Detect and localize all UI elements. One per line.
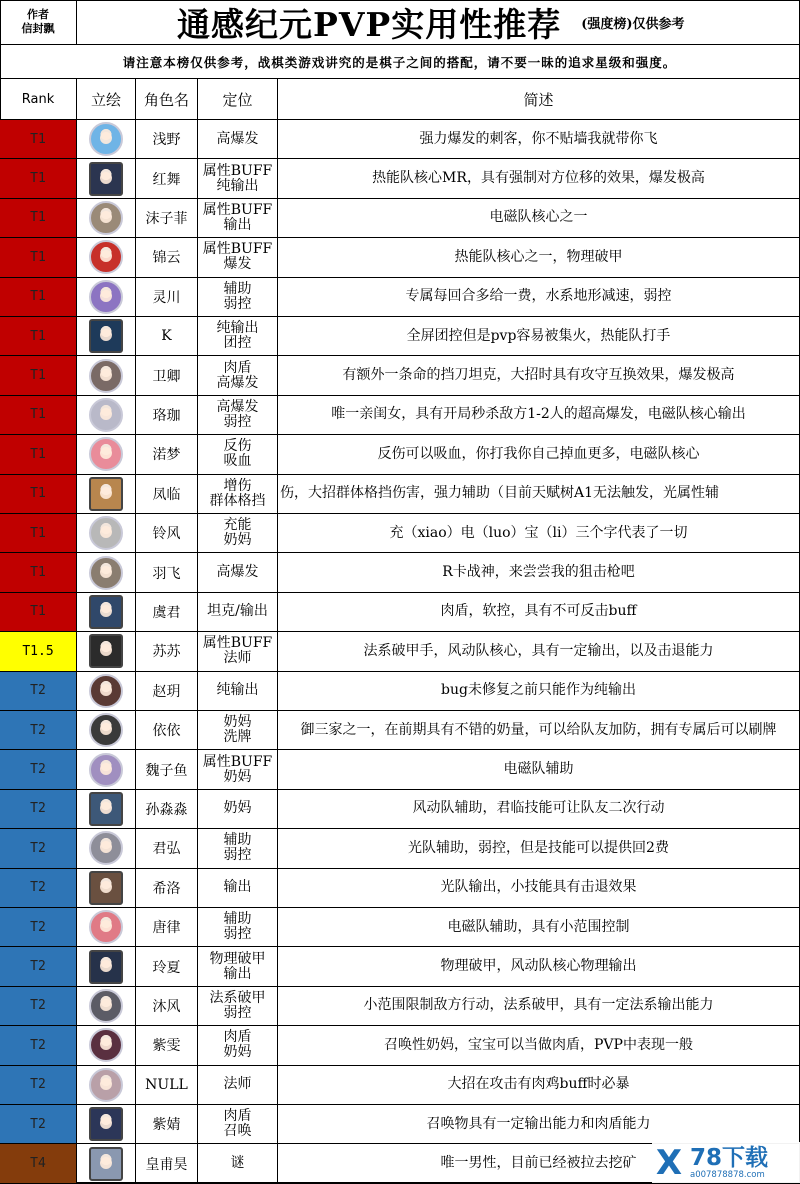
character-name: 沐风 xyxy=(136,987,198,1026)
character-portrait xyxy=(89,1107,123,1141)
character-role xyxy=(198,475,278,514)
role-line: 高爆发 xyxy=(216,398,259,415)
character-description: 充（xiao）电（luo）宝（li）三个字代表了一切 xyxy=(278,514,800,553)
tier-cell: T1 xyxy=(0,278,77,317)
role-line: 纯输出 xyxy=(216,177,259,194)
portrait-cell xyxy=(77,908,136,947)
character-portrait xyxy=(89,595,123,629)
character-role xyxy=(198,1026,278,1065)
title-bar xyxy=(77,0,800,45)
character-description: 物理破甲，风动队核心物理输出 xyxy=(278,947,800,986)
character-description: 唯一男性，目前已经被拉去挖矿 xyxy=(278,1144,800,1183)
tier-cell: T1 xyxy=(0,356,77,395)
role-line: 团控 xyxy=(223,335,252,352)
character-role xyxy=(198,396,278,435)
character-portrait xyxy=(89,398,123,432)
character-role xyxy=(198,672,278,711)
character-portrait xyxy=(89,477,123,511)
portrait-cell xyxy=(77,278,136,317)
character-name: 虞君 xyxy=(136,593,198,632)
tier-cell: T2 xyxy=(0,1066,77,1105)
role-line: 法师 xyxy=(223,650,252,667)
tier-cell: T2 xyxy=(0,1026,77,1065)
character-role xyxy=(198,1066,278,1105)
character-portrait xyxy=(89,319,123,353)
tier-cell: T1 xyxy=(0,475,77,514)
watermark-url: a007878878.com xyxy=(690,1169,765,1180)
role-line: 谜 xyxy=(230,1155,245,1172)
character-role xyxy=(198,987,278,1026)
character-portrait xyxy=(89,950,123,984)
column-header: Rank xyxy=(0,79,77,120)
character-description: 光队辅助，弱控，但是技能可以提供回2费 xyxy=(278,829,800,868)
character-description: 热能队核心MR，具有强制对方位移的效果，爆发极高 xyxy=(278,159,800,198)
tier-cell: T1 xyxy=(0,159,77,198)
portrait-cell xyxy=(77,790,136,829)
portrait-cell xyxy=(77,632,136,671)
character-role xyxy=(198,790,278,829)
character-role xyxy=(198,869,278,908)
role-line: 充能 xyxy=(223,517,252,534)
character-description: 专属每回合多给一费，水系地形减速，弱控 xyxy=(278,278,800,317)
tier-cell: T2 xyxy=(0,908,77,947)
character-name: 羽飞 xyxy=(136,553,198,592)
character-name: 唐律 xyxy=(136,908,198,947)
character-description: 电磁队核心之一 xyxy=(278,199,800,238)
character-role xyxy=(198,947,278,986)
character-role xyxy=(198,1144,278,1183)
character-portrait xyxy=(89,1147,123,1181)
portrait-cell xyxy=(77,947,136,986)
character-portrait xyxy=(89,122,123,156)
tier-cell: T1 xyxy=(0,553,77,592)
character-name: 魏子鱼 xyxy=(136,750,198,789)
portrait-cell xyxy=(77,1144,136,1183)
character-name: 卫卿 xyxy=(136,356,198,395)
portrait-cell xyxy=(77,159,136,198)
character-name: 君弘 xyxy=(136,829,198,868)
character-portrait xyxy=(89,280,123,314)
character-portrait xyxy=(89,713,123,747)
tier-cell: T1.5 xyxy=(0,632,77,671)
role-line: 弱控 xyxy=(223,413,252,430)
character-name: 红舞 xyxy=(136,159,198,198)
page-title: 通感纪元PVP实用性推荐 xyxy=(177,4,562,44)
role-line: 输出 xyxy=(223,879,252,896)
portrait-cell xyxy=(77,435,136,474)
tier-cell: T2 xyxy=(0,1105,77,1144)
tier-cell: T2 xyxy=(0,711,77,750)
role-line: 输出 xyxy=(223,216,252,233)
tier-cell: T1 xyxy=(0,514,77,553)
role-line: 属性BUFF xyxy=(202,162,273,179)
tier-cell: T2 xyxy=(0,790,77,829)
portrait-cell xyxy=(77,829,136,868)
character-portrait xyxy=(89,753,123,787)
tier-cell: T2 xyxy=(0,672,77,711)
character-name: 凤临 xyxy=(136,475,198,514)
portrait-cell xyxy=(77,396,136,435)
role-line: 高爆发 xyxy=(216,130,259,147)
role-line: 输出 xyxy=(223,965,252,982)
role-line: 弱控 xyxy=(223,847,252,864)
role-line: 弱控 xyxy=(223,295,252,312)
character-name: 渃梦 xyxy=(136,435,198,474)
role-line: 增伤 xyxy=(223,477,252,494)
column-header: 角色名 xyxy=(136,79,198,120)
portrait-cell xyxy=(77,238,136,277)
tier-cell: T1 xyxy=(0,317,77,356)
role-line: 肉盾 xyxy=(223,1108,252,1125)
x-logo-icon: X xyxy=(655,1142,683,1183)
tier-cell: T2 xyxy=(0,987,77,1026)
role-line: 辅助 xyxy=(223,832,252,849)
character-description: 召唤物具有一定输出能力和肉盾能力 xyxy=(278,1105,800,1144)
tier-cell: T4 xyxy=(0,1144,77,1183)
character-description: 光队输出，小技能具有击退效果 xyxy=(278,869,800,908)
character-name: K xyxy=(136,317,198,356)
portrait-cell xyxy=(77,987,136,1026)
tier-cell: T2 xyxy=(0,829,77,868)
portrait-cell xyxy=(77,1026,136,1065)
character-name: 依依 xyxy=(136,711,198,750)
character-portrait xyxy=(89,674,123,708)
character-role xyxy=(198,632,278,671)
character-name: 铃风 xyxy=(136,514,198,553)
character-role xyxy=(198,750,278,789)
character-portrait xyxy=(89,1068,123,1102)
character-portrait xyxy=(89,556,123,590)
role-line: 纯输出 xyxy=(216,320,259,337)
portrait-cell xyxy=(77,593,136,632)
character-description: 小范围限制敌方行动，法系破甲，具有一定法系输出能力 xyxy=(278,987,800,1026)
portrait-cell xyxy=(77,672,136,711)
role-line: 奶妈 xyxy=(223,532,252,549)
role-line: 奶妈 xyxy=(223,800,252,817)
character-description: 风动队辅助，君临技能可让队友二次行动 xyxy=(278,790,800,829)
role-line: 辅助 xyxy=(223,280,252,297)
tier-cell: T1 xyxy=(0,120,77,159)
portrait-cell xyxy=(77,475,136,514)
character-portrait xyxy=(89,910,123,944)
character-name: 赵玥 xyxy=(136,672,198,711)
tier-cell: T2 xyxy=(0,869,77,908)
role-line: 群体格挡 xyxy=(209,492,266,509)
portrait-cell xyxy=(77,869,136,908)
portrait-cell xyxy=(77,553,136,592)
portrait-cell xyxy=(77,711,136,750)
character-role xyxy=(198,1105,278,1144)
character-name: 希洛 xyxy=(136,869,198,908)
character-description: bug未修复之前只能作为纯输出 xyxy=(278,672,800,711)
character-portrait xyxy=(89,831,123,865)
tier-cell: T1 xyxy=(0,593,77,632)
character-portrait xyxy=(89,792,123,826)
role-line: 奶妈 xyxy=(223,714,252,731)
tier-cell: T1 xyxy=(0,238,77,277)
author-label xyxy=(0,0,77,45)
notice-text: 请注意本榜仅供参考，战棋类游戏讲究的是棋子之间的搭配，请不要一昧的追求星级和强度。 xyxy=(0,45,800,79)
character-role xyxy=(198,356,278,395)
character-role xyxy=(198,908,278,947)
character-description: 电磁队辅助，具有小范围控制 xyxy=(278,908,800,947)
character-description: 热能队核心之一，物理破甲 xyxy=(278,238,800,277)
character-role xyxy=(198,553,278,592)
character-description: 电磁队辅助 xyxy=(278,750,800,789)
role-line: 肉盾 xyxy=(223,1029,252,1046)
character-role xyxy=(198,711,278,750)
character-role xyxy=(198,829,278,868)
column-header: 简述 xyxy=(278,79,800,120)
role-line: 洗牌 xyxy=(223,729,252,746)
role-line: 属性BUFF xyxy=(202,753,273,770)
character-portrait xyxy=(89,989,123,1023)
portrait-cell xyxy=(77,317,136,356)
character-description: 全屏团控但是pvp容易被集火，热能队打手 xyxy=(278,317,800,356)
tier-cell: T2 xyxy=(0,947,77,986)
role-line: 反伤 xyxy=(223,438,252,455)
character-role xyxy=(198,514,278,553)
role-line: 弱控 xyxy=(223,1004,252,1021)
character-description: 法系破甲手，风动队核心，具有一定输出，以及击退能力 xyxy=(278,632,800,671)
character-role xyxy=(198,238,278,277)
character-role xyxy=(198,199,278,238)
character-name: 浅野 xyxy=(136,120,198,159)
site-watermark xyxy=(652,1142,800,1183)
character-name: 紫婧 xyxy=(136,1105,198,1144)
character-name: 沫子菲 xyxy=(136,199,198,238)
character-portrait xyxy=(89,201,123,235)
watermark-name: 78下载 xyxy=(690,1144,769,1171)
character-portrait xyxy=(89,634,123,668)
character-name: 紫雯 xyxy=(136,1026,198,1065)
portrait-cell xyxy=(77,120,136,159)
portrait-cell xyxy=(77,356,136,395)
role-line: 属性BUFF xyxy=(202,241,273,258)
character-portrait xyxy=(89,516,123,550)
role-line: 属性BUFF xyxy=(202,201,273,218)
character-portrait xyxy=(89,437,123,471)
character-name: 孙淼淼 xyxy=(136,790,198,829)
character-description: R卡战神，来尝尝我的狙击枪吧 xyxy=(278,553,800,592)
author-caption: 作者 xyxy=(27,8,49,21)
character-name: 灵川 xyxy=(136,278,198,317)
role-line: 肉盾 xyxy=(223,359,252,376)
character-portrait xyxy=(89,162,123,196)
character-description: 反伤可以吸血，你打我你自己掉血更多，电磁队核心 xyxy=(278,435,800,474)
character-description: 唯一亲闺女，具有开局秒杀敌方1-2人的超高爆发，电磁队核心输出 xyxy=(278,396,800,435)
character-portrait xyxy=(89,240,123,274)
role-line: 属性BUFF xyxy=(202,635,273,652)
role-line: 辅助 xyxy=(223,911,252,928)
character-description: 御三家之一，在前期具有不错的奶量，可以给队友加防，拥有专属后可以刷牌 xyxy=(278,711,800,750)
character-portrait xyxy=(89,871,123,905)
character-role xyxy=(198,435,278,474)
tier-cell: T1 xyxy=(0,435,77,474)
tier-cell: T1 xyxy=(0,396,77,435)
role-line: 吸血 xyxy=(223,453,252,470)
character-description: 肉盾，软控，具有不可反击buff xyxy=(278,593,800,632)
character-description: 强力爆发的刺客，你不贴墙我就带你飞 xyxy=(278,120,800,159)
character-role xyxy=(198,278,278,317)
role-line: 坦克/输出 xyxy=(207,603,268,620)
character-description: 召唤性奶妈，宝宝可以当做肉盾，PVP中表现一般 xyxy=(278,1026,800,1065)
character-portrait xyxy=(89,359,123,393)
character-role xyxy=(198,159,278,198)
portrait-cell xyxy=(77,514,136,553)
portrait-cell xyxy=(77,1105,136,1144)
author-name: 信封飘 xyxy=(21,22,55,35)
character-portrait xyxy=(89,1028,123,1062)
page-subtitle: (强度榜)仅供参考 xyxy=(581,16,685,32)
role-line: 高爆发 xyxy=(216,564,259,581)
tier-cell: T2 xyxy=(0,750,77,789)
column-header: 立绘 xyxy=(77,79,136,120)
portrait-cell xyxy=(77,199,136,238)
character-description: 伤，大招群体格挡伤害，强力辅助（目前天赋树A1无法触发，光属性辅 xyxy=(278,475,800,514)
character-role xyxy=(198,593,278,632)
role-line: 召唤 xyxy=(223,1123,252,1140)
role-line: 物理破甲 xyxy=(209,950,266,967)
role-line: 弱控 xyxy=(223,926,252,943)
character-name: 皇甫昊 xyxy=(136,1144,198,1183)
character-name: 玲夏 xyxy=(136,947,198,986)
tier-cell: T1 xyxy=(0,199,77,238)
role-line: 奶妈 xyxy=(223,768,252,785)
role-line: 爆发 xyxy=(223,256,252,273)
role-line: 法系破甲 xyxy=(209,989,266,1006)
character-role xyxy=(198,120,278,159)
role-line: 纯输出 xyxy=(216,682,259,699)
character-description: 大招在攻击有肉鸡buff时必暴 xyxy=(278,1066,800,1105)
portrait-cell xyxy=(77,1066,136,1105)
role-line: 高爆发 xyxy=(216,374,259,391)
character-description: 有额外一条命的挡刀坦克，大招时具有攻守互换效果，爆发极高 xyxy=(278,356,800,395)
character-name: NULL xyxy=(136,1066,198,1105)
character-role xyxy=(198,317,278,356)
character-name: 珞珈 xyxy=(136,396,198,435)
portrait-cell xyxy=(77,750,136,789)
character-name: 锦云 xyxy=(136,238,198,277)
role-line: 奶妈 xyxy=(223,1044,252,1061)
column-header: 定位 xyxy=(198,79,278,120)
character-name: 苏苏 xyxy=(136,632,198,671)
role-line: 法师 xyxy=(223,1076,252,1093)
